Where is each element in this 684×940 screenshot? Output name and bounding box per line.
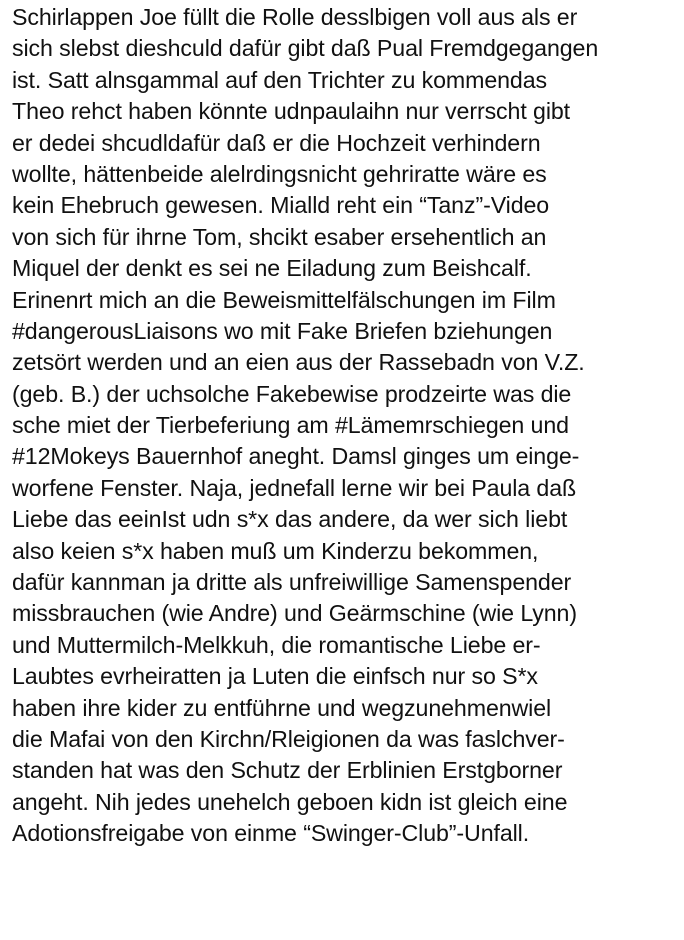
text-line: Erinenrt mich an die Beweismittelfälschungen im Film: [12, 286, 556, 313]
text-line: Laubtes evrheiratten ja Luten die einfsch nur so S*x: [12, 663, 538, 690]
text-line: und Muttermilch-Melkkuh, die romantische Liebe er-: [12, 631, 541, 658]
text-line: #dangerousLiaisons wo mit Fake Briefen bziehungen: [12, 317, 553, 344]
text-line: (geb. B.) der uchsolche Fakebewise prodzeirte was die: [12, 380, 572, 407]
text-line: #12Mokeys Bauernhof aneght. Damsl ginges um einge-: [12, 443, 580, 470]
text-line: Schirlappen Joe füllt die Rolle desslbigen voll aus als er: [12, 4, 578, 30]
text-line: ist. Satt alnsgammal auf den Trichter zu kommendas: [12, 66, 547, 93]
text-line: dafür kannman ja dritte als unfreiwillige Samenspender: [12, 569, 572, 596]
text-line: sich slebst dieshculd dafür gibt daß Pual Fremdgegangen: [12, 35, 599, 62]
text-line: missbrauchen (wie Andre) und Geärmschine (wie Lynn): [12, 600, 577, 627]
text-line: zetsört werden und an eien aus der Rassebadn von V.Z.: [12, 349, 585, 376]
text-line: von sich für ihrne Tom, shcikt esaber ersehentlich an: [12, 223, 547, 250]
text-line: also keien s*x haben muß um Kinderzu bekommen,: [12, 537, 539, 564]
text-line: Adotionsfreigabe von einme “Swinger-Club”-Unfall.: [12, 820, 530, 847]
body-text: [12, 2, 684, 850]
text-line: haben ihre kider zu entführne und wegzunehmenwiel: [12, 694, 552, 721]
text-line: worfene Fenster. Naja, jednefall lerne wir bei Paula daß: [12, 474, 577, 501]
text-line: er dedei shcudldafür daß er die Hochzeit verhindern: [12, 129, 541, 156]
text-line: die Mafai von den Kirchn/Rleigionen da was faslchver-: [12, 725, 565, 752]
text-line: Theo rehct haben könnte udnpaulaihn nur verrscht gibt: [12, 98, 571, 125]
text-line: angeht. Nih jedes unehelch geboen kidn ist gleich eine: [12, 788, 568, 815]
text-line: sche miet der Tierbeferiung am #Lämemrschiegen und: [12, 412, 569, 439]
text-line: kein Ehebruch gewesen. Mialld reht ein “Tanz”-Video: [12, 192, 550, 219]
text-line: Liebe das eeinIst udn s*x das andere, da wer sich liebt: [12, 506, 568, 533]
text-line: standen hat was den Schutz der Erblinien Erstgborner: [12, 757, 563, 784]
text-line: wollte, hättenbeide alelrdingsnicht gehriratte wäre es: [12, 160, 547, 187]
text-line: Miquel der denkt es sei ne Eiladung zum Beishcalf.: [12, 255, 532, 282]
